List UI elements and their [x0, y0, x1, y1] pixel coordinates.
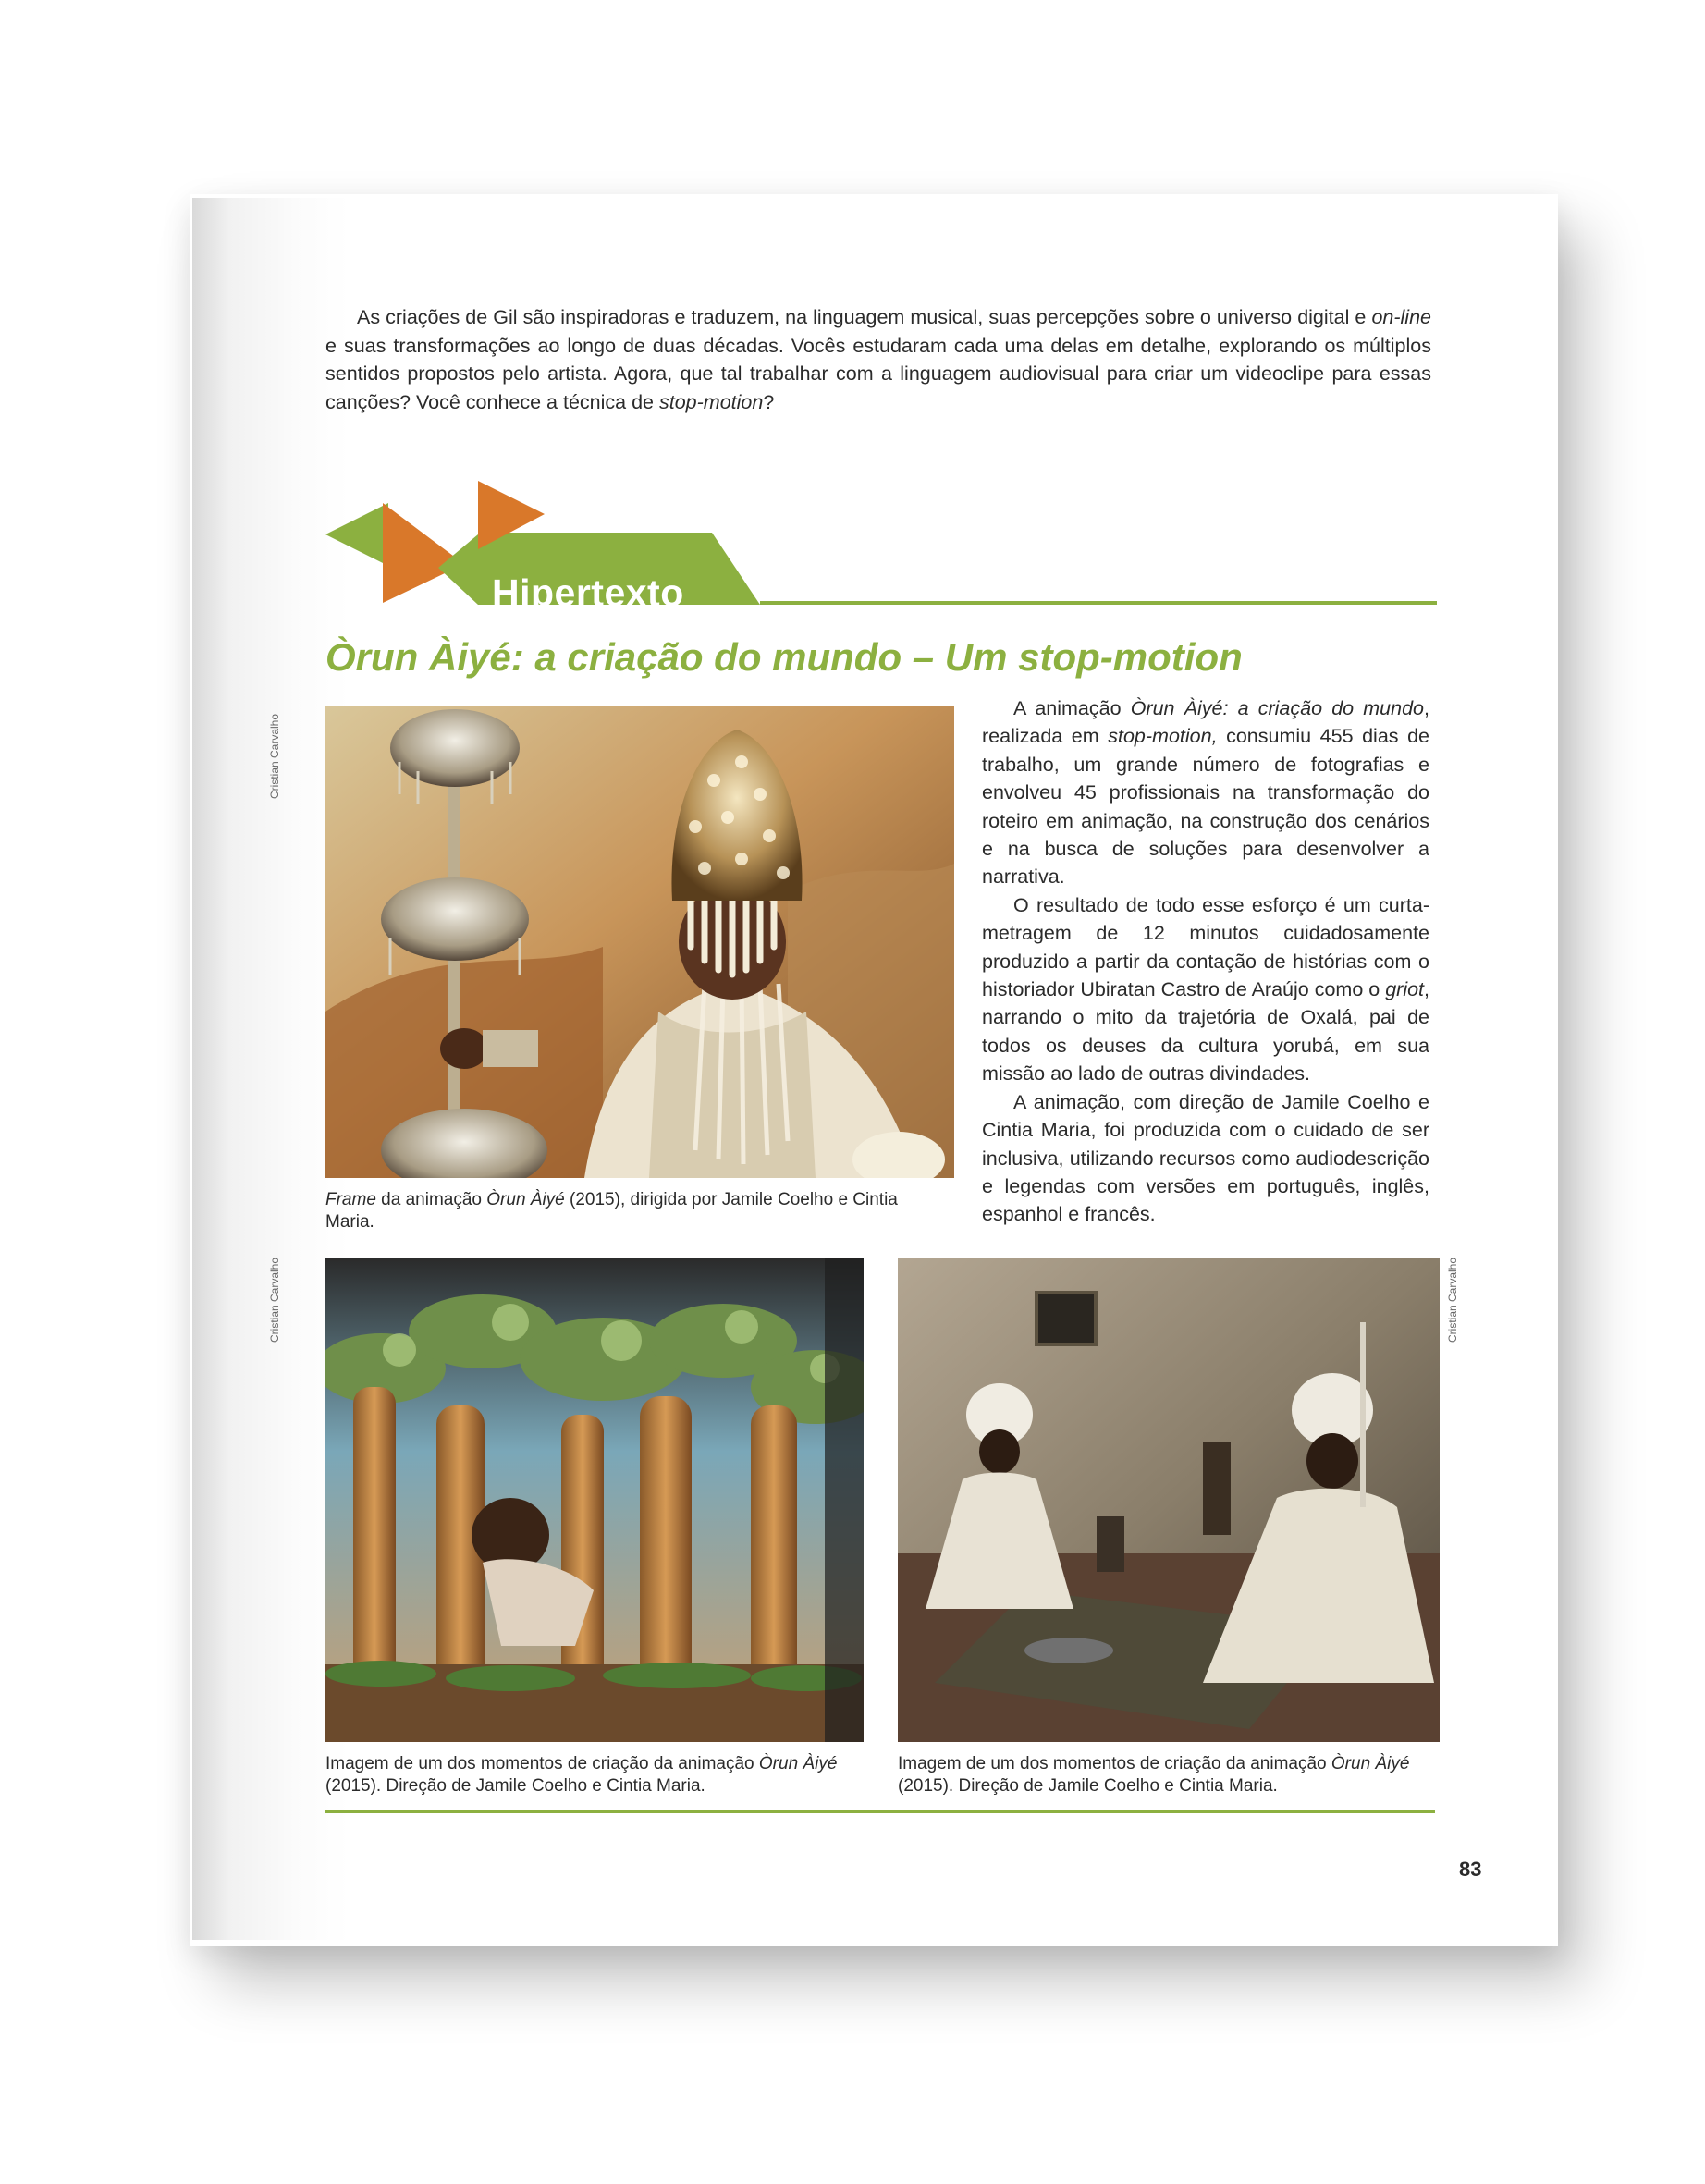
photo-credit-main: Cristian Carvalho [268, 713, 281, 799]
main-photo-caption: Frame da animação Òrun Àiyé (2015), dirigida por Jamile Coelho e Cintia Maria. [325, 1190, 898, 1232]
photo-credit-right: Cristian Carvalho [1446, 1257, 1459, 1343]
forest-photo-caption: Imagem de um dos momentos de criação da animação Òrun Àiyé (2015). Direção de Jamile Coelho e Cintia Maria. [325, 1754, 838, 1796]
intro-paragraph: As criações de Gil são inspiradoras e traduzem, na linguagem musical, suas percepções sobre o universo digital e on-line e suas transformações ao longo de duas décadas. Vocês estudaram cada uma delas em detalhe, explorando os múltiplos sentidos propostos pelo artista. Agora, que tal trabalhar com a linguagem audiovisual para criar um videoclipe para essas canções? Você conhece a técnica de stop-motion? [325, 306, 1431, 413]
section-title: Òrun Àiyé: a criação do mundo – Um stop-motion [325, 635, 1243, 679]
room-photo-figure [898, 1258, 1440, 1742]
section-label: Hipertexto [492, 571, 684, 614]
page-number: 83 [1459, 1858, 1482, 1881]
body-text: A animação Òrun Àiyé: a criação do mundo, realizada em stop-motion, consumiu 455 dias de trabalho, um grande número de fotografias e envolveu 45 profissionais na transformação do roteiro em animação, na construção dos cenários e na busca de soluções para desenvolver a narrativa. O resultado de todo esse esforço é um curta-metragem de 12 minutos cuidadosamente produzido a partir da contação de histórias com o historiador Ubiratan Castro de Araújo como o griot, narrando o mito da trajetória de Oxalá, pai de todos os deuses da cultura yorubá, em sua missão ao lado de outras divindades. A animação, com direção de Jamile Coelho e Cintia Maria, foi produzida com o cuidado de ser inclusiva, utilizando recursos como audiodescrição e legendas com versões em português, inglês, espanhol e francês. [982, 697, 1430, 1226]
book-page [192, 198, 1555, 1940]
photo-credit-left: Cristian Carvalho [268, 1257, 281, 1343]
forest-image [325, 1258, 864, 1742]
hipertexto-banner [325, 481, 1437, 614]
puppet-image [325, 706, 954, 1178]
bottom-rule [325, 1810, 1435, 1813]
main-photo-figure [325, 706, 954, 1178]
room-image [898, 1258, 1440, 1742]
forest-photo-figure [325, 1258, 864, 1742]
room-photo-caption: Imagem de um dos momentos de criação da animação Òrun Àiyé (2015). Direção de Jamile Coelho e Cintia Maria. [898, 1754, 1410, 1796]
